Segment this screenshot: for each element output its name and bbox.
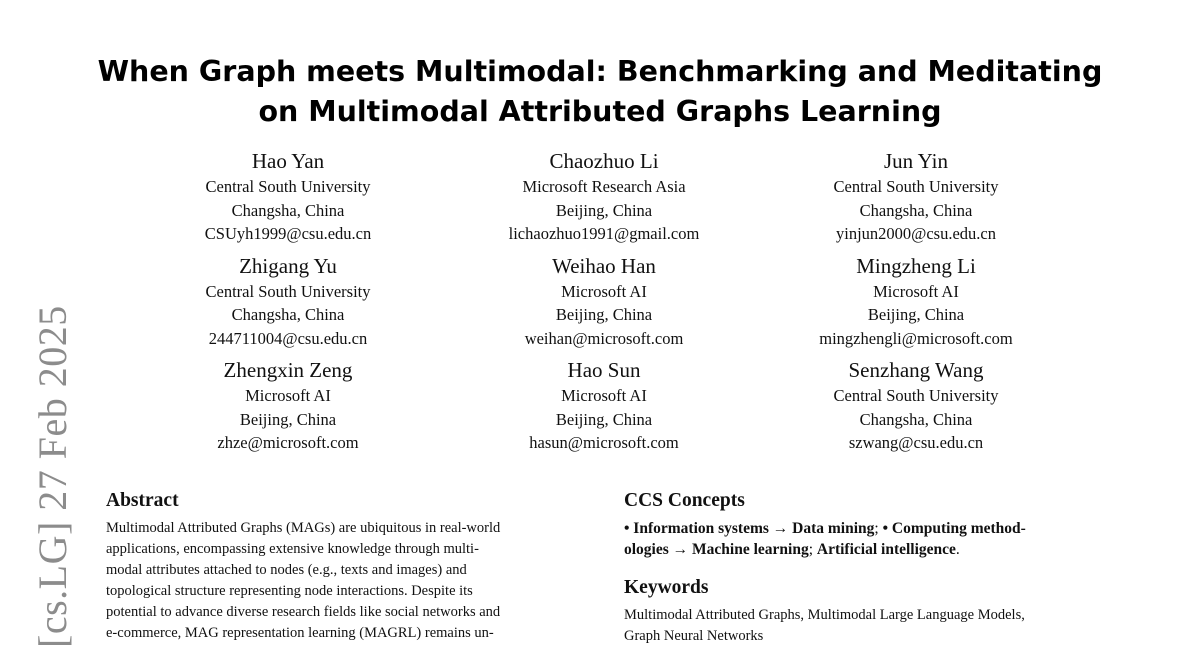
author-affiliation: Microsoft AI bbox=[245, 386, 331, 405]
keywords-heading: Keywords bbox=[624, 577, 709, 598]
author-block bbox=[446, 147, 762, 246]
author-location: Changsha, China bbox=[859, 409, 973, 429]
author-block bbox=[762, 147, 1070, 246]
author-email: lichaozhuo1991@gmail.com bbox=[508, 224, 700, 243]
abstract-line: potential to advance diverse research fields like social networks and bbox=[106, 604, 501, 620]
ccs-separator: ; bbox=[808, 541, 817, 558]
author-name: Chaozhuo Li bbox=[549, 149, 659, 173]
abstract-line: modal attributes attached to nodes (e.g., texts and images) and bbox=[106, 562, 467, 578]
author-location: Beijing, China bbox=[555, 200, 653, 220]
abstract-section bbox=[106, 488, 580, 644]
arxiv-side-stamp: [cs.LG] 27 Feb 2025 bbox=[30, 305, 75, 648]
title-line-2: on Multimodal Attributed Graphs Learning bbox=[258, 95, 942, 128]
ccs-term: ologies → Machine learning bbox=[624, 541, 809, 558]
author-location: Beijing, China bbox=[867, 305, 965, 324]
ccs-separator: ; bbox=[874, 520, 883, 537]
author-name: Senzhang Wang bbox=[848, 358, 984, 382]
right-column bbox=[624, 488, 1104, 647]
author-block bbox=[762, 252, 1070, 351]
author-name: Zhigang Yu bbox=[239, 253, 337, 278]
ccs-term: • Information systems → Data mining bbox=[624, 520, 875, 537]
author-location: Beijing, China bbox=[239, 409, 337, 429]
author-block bbox=[446, 252, 762, 351]
author-email: szwang@csu.edu.cn bbox=[848, 433, 984, 452]
author-location: Changsha, China bbox=[231, 305, 345, 324]
author-affiliation: Central South University bbox=[833, 386, 999, 405]
author-email: mingzhengli@microsoft.com bbox=[819, 328, 1013, 348]
author-location: Changsha, China bbox=[859, 200, 973, 220]
author-block bbox=[130, 147, 446, 246]
author-affiliation: Microsoft AI bbox=[873, 281, 959, 301]
author-email: yinjun2000@csu.edu.cn bbox=[835, 224, 996, 243]
paper-title bbox=[60, 52, 1140, 132]
author-name: Zhengxin Zeng bbox=[223, 358, 353, 382]
ccs-heading: CCS Concepts bbox=[624, 490, 745, 511]
author-location: Beijing, China bbox=[555, 409, 653, 429]
author-location: Beijing, China bbox=[555, 305, 653, 324]
author-email: zhze@microsoft.com bbox=[217, 433, 359, 452]
author-affiliation: Microsoft AI bbox=[561, 386, 647, 405]
author-name: Jun Yin bbox=[884, 149, 948, 173]
abstract-heading: Abstract bbox=[106, 490, 179, 511]
author-name: Hao Sun bbox=[567, 358, 641, 382]
ccs-concepts-text bbox=[624, 518, 1104, 560]
author-block bbox=[130, 252, 446, 351]
abstract-line: e-commerce, MAG representation learning (MAGRL) remains un- bbox=[106, 625, 494, 641]
author-email: 244711004@csu.edu.cn bbox=[208, 328, 368, 348]
ccs-end: . bbox=[955, 541, 960, 558]
author-grid bbox=[130, 147, 1070, 455]
keywords-line: Graph Neural Networks bbox=[624, 628, 764, 644]
keywords-line: Multimodal Attributed Graphs, Multimodal Large Language Models, bbox=[624, 607, 1025, 623]
author-block bbox=[130, 356, 446, 455]
author-name: Mingzheng Li bbox=[856, 253, 976, 278]
title-line-1: When Graph meets Multimodal: Benchmarking and Meditating bbox=[97, 55, 1103, 88]
author-location: Changsha, China bbox=[231, 200, 345, 220]
author-name: Hao Yan bbox=[251, 149, 325, 173]
abstract-line: topological structure representing node interactions. Despite its bbox=[106, 583, 473, 599]
author-affiliation: Central South University bbox=[205, 281, 371, 301]
author-email: weihan@microsoft.com bbox=[524, 328, 684, 348]
keywords-text bbox=[624, 605, 1104, 647]
author-email: hasun@microsoft.com bbox=[529, 433, 679, 452]
author-block bbox=[446, 356, 762, 455]
abstract-text bbox=[106, 518, 580, 644]
author-affiliation: Microsoft AI bbox=[561, 281, 647, 301]
abstract-line: applications, encompassing extensive knowledge through multi- bbox=[106, 541, 479, 557]
author-name: Weihao Han bbox=[552, 253, 656, 278]
author-block bbox=[762, 356, 1070, 455]
ccs-term: Artificial intelligence bbox=[816, 541, 956, 558]
author-affiliation: Central South University bbox=[205, 177, 371, 196]
author-affiliation: Microsoft Research Asia bbox=[522, 177, 686, 196]
author-affiliation: Central South University bbox=[833, 177, 999, 196]
abstract-line: Multimodal Attributed Graphs (MAGs) are ubiquitous in real-world bbox=[106, 520, 501, 536]
ccs-term: • Computing method- bbox=[882, 520, 1026, 537]
author-email: CSUyh1999@csu.edu.cn bbox=[204, 224, 372, 243]
